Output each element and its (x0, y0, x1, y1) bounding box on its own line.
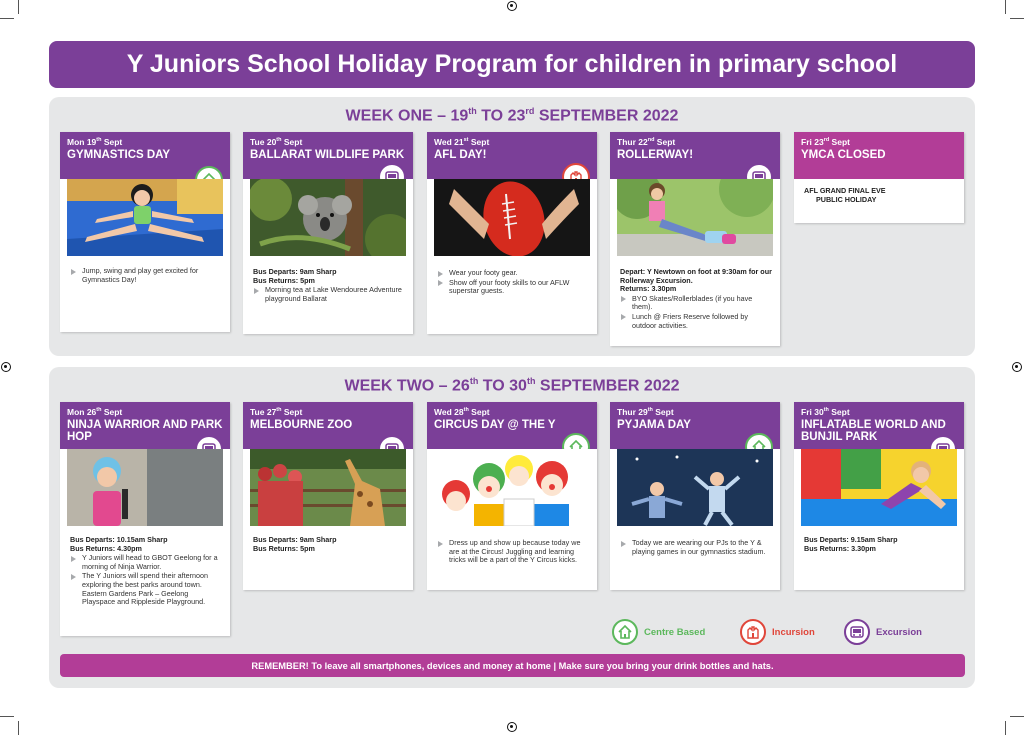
registration-mark-left (1, 362, 11, 372)
card-date: Thur 29th Sept (617, 407, 674, 417)
koala-photo (250, 179, 406, 256)
ninja-warrior-photo (67, 449, 223, 526)
day-card-mon-19[interactable] (60, 132, 230, 332)
info-line: Returns: 3.30pm (620, 284, 677, 294)
card-date: Mon 26th Sept (67, 407, 123, 417)
card-date: Thur 22nd Sept (617, 137, 676, 147)
list-item: BYO Skates/Rollerblades (if you have them). (620, 295, 772, 312)
day-card-fri-23[interactable] (794, 132, 964, 223)
day-card-tue-27[interactable] (243, 402, 413, 590)
card-body (620, 538, 772, 556)
card-date: Fri 23rd Sept (801, 137, 850, 147)
crop-mark (1005, 721, 1006, 735)
legend-label: Incursion (772, 626, 815, 638)
legend-label: Centre Based (644, 626, 706, 638)
day-card-wed-21[interactable] (427, 132, 597, 334)
info-line: Bus Returns: 5pm (253, 275, 315, 285)
day-card-thur-29[interactable] (610, 402, 780, 590)
week-two-title: WEEK TWO – 26th TO 30th SEPTEMBER 2022 (344, 376, 680, 395)
card-body (253, 268, 405, 303)
crop-mark (1010, 716, 1024, 717)
card-date: Tue 27th Sept (250, 407, 303, 417)
card-header (427, 132, 597, 179)
card-title: PYJAMA DAY (617, 419, 691, 431)
card-body (804, 536, 956, 553)
day-card-mon-26[interactable] (60, 402, 230, 636)
card-date: Mon 19th Sept (67, 137, 123, 147)
registration-mark-right (1012, 362, 1022, 372)
day-card-tue-20[interactable] (243, 132, 413, 334)
info-line: Bus Returns: 3.30pm (804, 543, 876, 553)
week-two-panel (49, 367, 975, 688)
card-header (794, 132, 964, 179)
reminder-banner: REMEMBER! To leave all smartphones, devices and money at home | Make sure you bring your drink bottles and hats. (60, 654, 965, 677)
info-line: Bus Departs: 9am Sharp (253, 267, 337, 276)
registration-mark-top (507, 1, 517, 11)
football-photo (434, 179, 590, 256)
card-header (610, 402, 780, 449)
crop-mark (1005, 0, 1006, 14)
week-one-panel (49, 97, 975, 356)
card-body (437, 538, 589, 565)
crop-mark (18, 721, 19, 735)
card-header (243, 132, 413, 179)
list-item: The Y Juniors will spend their afternoon exploring the best parks around town. Eastern Gardens Park – Geelong Playspace and Rippleside Playground. (70, 572, 222, 606)
card-title: YMCA CLOSED (801, 149, 886, 161)
info-line: Bus Returns: 4.30pm (70, 543, 142, 553)
week-one-title: WEEK ONE – 19th TO 23rd SEPTEMBER 2022 (345, 106, 679, 125)
day-card-wed-28[interactable] (427, 402, 597, 590)
legend-centre-based (612, 619, 705, 645)
card-body (70, 266, 222, 284)
card-date: Wed 28th Sept (434, 407, 490, 417)
card-date: Wed 21st Sept (434, 137, 490, 147)
card-title: AFL DAY! (434, 149, 487, 161)
list-item: Show off your footy skills to our AFLW superstar guests. (437, 279, 589, 296)
legend-incursion (740, 619, 815, 645)
info-line: Bus Departs: 9.15am Sharp (804, 535, 898, 544)
list-item: Wear your footy gear. (437, 269, 589, 278)
registration-mark-bottom (507, 722, 517, 732)
card-date: Tue 20th Sept (250, 137, 303, 147)
centre-icon (612, 619, 638, 645)
excursion-icon (844, 619, 870, 645)
list-item: Lunch @ Friers Reserve followed by outdoor activities. (620, 313, 772, 330)
list-item: Morning tea at Lake Wendouree Adventure playground Ballarat (253, 286, 405, 303)
card-title: INFLATABLE WORLD AND BUNJIL PARK (801, 419, 946, 443)
card-header (427, 402, 597, 449)
info-line: Bus Returns: 5pm (253, 543, 315, 553)
card-date: Fri 30th Sept (801, 407, 850, 417)
card-header (60, 132, 230, 179)
info-line: Depart: Y Newtown on foot at 9:30am for our Rollerway Excursion. (620, 267, 772, 285)
info-line: Bus Departs: 9am Sharp (253, 535, 337, 544)
card-body (70, 536, 222, 607)
inflatable-photo (801, 449, 957, 526)
crop-mark (0, 18, 14, 19)
card-header (794, 402, 964, 449)
card-title: GYMNASTICS DAY (67, 149, 171, 161)
incursion-icon (740, 619, 766, 645)
card-header (610, 132, 780, 179)
info-line: Bus Departs: 10.15am Sharp (70, 535, 168, 544)
crop-mark (1010, 18, 1024, 19)
gymnastics-photo (67, 179, 223, 256)
card-header (243, 402, 413, 449)
card-title: BALLARAT WILDLIFE PARK (250, 149, 405, 161)
card-title: CIRCUS DAY @ THE Y (434, 419, 556, 431)
info-line: PUBLIC HOLIDAY (816, 194, 877, 204)
card-body (253, 536, 405, 553)
card-header (60, 402, 230, 449)
card-title: NINJA WARRIOR AND PARK HOP (67, 419, 223, 443)
list-item: Jump, swing and play get excited for Gymnastics Day! (70, 267, 222, 284)
card-title: MELBOURNE ZOO (250, 419, 353, 431)
pyjama-kids-photo (617, 449, 773, 526)
list-item: Today we are wearing our PJs to the Y & playing games in our gymnastics stadium. (620, 539, 772, 556)
day-card-thur-22[interactable] (610, 132, 780, 346)
day-card-fri-30[interactable] (794, 402, 964, 590)
page-title: Y Juniors School Holiday Program for children in primary school (49, 41, 975, 88)
crop-mark (18, 0, 19, 14)
card-body (620, 268, 772, 330)
card-title: ROLLERWAY! (617, 149, 694, 161)
legend-label: Excursion (876, 626, 922, 638)
card-body (804, 187, 956, 204)
info-line: AFL GRAND FINAL EVE (804, 186, 886, 195)
rollerskate-photo (617, 179, 773, 256)
list-item: Dress up and show up because today we are at the Circus! Juggling and learning tricks will be a part of the Y Circus kicks. (437, 539, 589, 565)
legend-excursion (844, 619, 922, 645)
card-body (437, 268, 589, 296)
zoo-giraffe-photo (250, 449, 406, 526)
list-item: Y Juniors will head to GBOT Geelong for a morning of Ninja Warrior. (70, 554, 222, 571)
crop-mark (0, 716, 14, 717)
clowns-photo (434, 449, 590, 526)
